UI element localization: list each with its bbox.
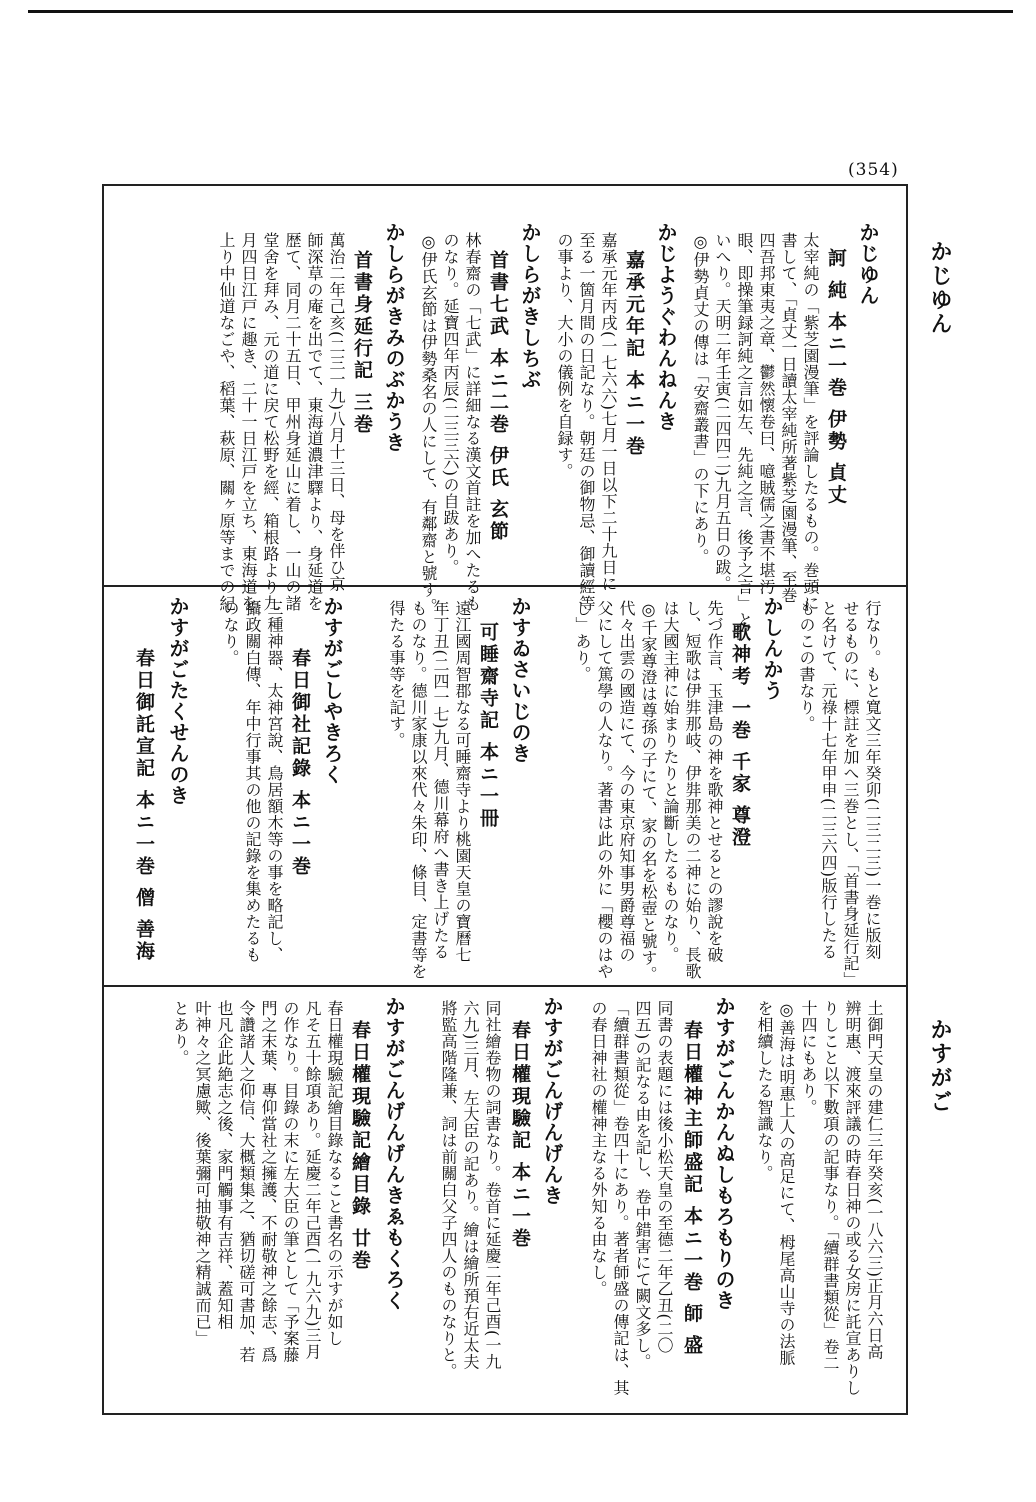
entry-title: 春日御託宣記 本ニ一巻 僧 善海 (133, 648, 155, 963)
entry-reading: かすがごしやきろく (320, 596, 344, 785)
entry-title: 嘉承元年記 本ニ一巻 (623, 250, 645, 458)
entry-reading: かじゆん (856, 222, 880, 306)
text-column: ◎千家尊澄は尊孫の子にて、家の名を松壺と號す。 (639, 600, 658, 983)
text-column: を相續したる智識なり。 (755, 1000, 774, 1182)
entry-title: 首書七武 本ニ二巻 伊氏 玄節 (487, 250, 509, 543)
text-column: 上り中仙道なごや、稻葉、萩原、關ヶ原等までの紀 (217, 232, 236, 612)
entry-reading: かじようぐわんねんき (654, 222, 678, 432)
text-column: ものこの書なり。 (797, 600, 816, 732)
entry-reading: かすがごんげんげんき (540, 996, 564, 1206)
text-column: 叶神々之冥慮歟、後葉彌可抽敬神之精誠而已」 (193, 1000, 212, 1347)
text-column: 嘉承元年丙戌(一七六六)七月一日以下二十九日に (599, 232, 618, 592)
text-column: 春日權現驗記繪目錄なること書名の示すが如し (325, 1000, 344, 1347)
text-column: とあり。 (171, 1000, 190, 1066)
text-column: 同書の表題には後小松天皇の至德二年乙丑(二〇 (655, 1000, 674, 1354)
entry-title: 首書身延行記 三巻 (351, 250, 373, 436)
top-rule (28, 10, 1013, 13)
text-column: し」あり。 (573, 600, 592, 683)
text-column: の作なり。目錄の末に左大臣の筆として「予案藤 (281, 1000, 300, 1363)
text-column: と名けて、元祿十七年甲申(二三六四)版行したる (819, 600, 838, 960)
text-column: 六九)三月、左大臣の記あり。繪は繪所預右近太夫 (461, 1000, 480, 1370)
text-column: 師深草の庵を出でて、東海道濃津驛より、身延道を (305, 232, 324, 612)
text-column: 行なり。もと寬文三年癸卯(二三二三)一巻に版刻 (863, 600, 882, 960)
text-column: ◎伊氏玄節は伊勢桑名の人にして、有鄰齋と號す。 (419, 232, 438, 615)
text-column: 「續群書類從」卷四十にあり。著者師盛の傳記は、其 (611, 1000, 630, 1396)
text-column: 三種神器、太神宮說、鳥居額木等の事を略記し、 (265, 600, 284, 963)
running-head-right: かじゆん (927, 240, 953, 336)
entry-reading: かしらがきみのぶかうき (382, 222, 406, 453)
text-column: 遠江國周智郡なる可睡齋寺より桃園天皇の寶曆七 (453, 600, 472, 963)
text-column: 四五)の記なる由を記し、卷中錯害にて闕文多し。 (633, 1000, 652, 1370)
text-column: 至る一箇月間の日記なり。朝廷の御物忌、御讀經等 (577, 232, 596, 612)
text-column: 年丁丑(二四一七)九月、德川幕府へ書き上げたる (431, 600, 450, 960)
text-column: 林春齋の「七武」に詳細なる漢文首註を加へたるも (463, 232, 482, 612)
text-column: 父にして篤學の人なり。著書は此の外に「櫻のはや (595, 600, 614, 980)
text-column: の事より、大小の儀例を自録す。 (555, 232, 574, 480)
text-column: 十四にもあり。 (799, 1000, 818, 1116)
entry-title: 訶 純 本ニ一巻 伊勢 貞丈 (825, 248, 847, 507)
entry-reading: かすゐさいじのき (508, 596, 532, 764)
text-column: 書して、「貞丈一日讀太宰純所著紫芝園漫筆、至巻 (779, 232, 798, 604)
text-column: 也凡企此絶志之後、家門觸事有吉祥、蓋知相 (215, 1000, 234, 1330)
entry-reading: かすがごたくせんのき (166, 596, 190, 806)
section-divider-2 (102, 985, 908, 987)
text-column: 辨明惠、渡來評議の時春日神の或る女房に託宣ありし (843, 1000, 862, 1396)
text-column: 堂舍を拜み、元の道に戻て松野を經、箱根路より九 (261, 232, 280, 612)
running-head-left: かすがご (927, 1018, 953, 1114)
text-column: ◎伊勢貞丈の傳は「安齋叢書」の下にあり。 (691, 232, 710, 565)
text-column: 攝政關白傳、年中行事其の他の記錄を集めたるも (243, 600, 262, 963)
entry-reading: かしんかう (760, 596, 784, 701)
text-column: 土御門天皇の建仁三年癸亥(一八六三)正月六日高 (865, 1000, 884, 1360)
text-column: のなり。 (221, 600, 240, 666)
text-column: 歴て、同月二十五日、甲州身延山に着し、一山の諸 (283, 232, 302, 612)
text-column: のなり。延寶四年丙辰(二三三六)の自跋あり。 (441, 232, 460, 576)
entry-title: 春日權現驗記 本ニ一巻 (509, 1020, 531, 1250)
text-column: いへり。天明二年壬寅(二四四二)九月五日の跋。 (713, 232, 732, 592)
text-column: ものなり。德川家康以來代々朱印、條目、定書等を (409, 600, 428, 980)
text-column: 眼、即操筆録訶純之言如左、先純之言、後予之言」と (735, 232, 754, 628)
text-column: せるものに、標註を加へ三巻とし、「首書身延行記」 (841, 600, 860, 988)
entry-title: 春日權現驗記繪目錄 廿巻 (349, 1020, 371, 1272)
text-column: 先づ作言、玉津島の神を歌神とせるとの謬說を破 (705, 600, 724, 963)
text-column: 代々出雲の國造にて、今の東京府知事男爵尊福の (617, 600, 636, 963)
page-number: (354) (848, 160, 899, 180)
text-column: 太宰純の「紫芝園漫筆」を評論したるもの。巻頭に (801, 232, 820, 612)
entry-title: 春日權神主師盛記 本ニ一巻 師 盛 (681, 1020, 703, 1357)
text-column: 凡そ五十餘項あり。延慶二年己酉(一九六九)三月 (303, 1000, 322, 1360)
text-column: 得たる事等を記す。 (387, 600, 406, 749)
text-column: し、短歌は伊弉那岐、伊弉那美の二神に始り、長歌 (683, 600, 702, 980)
text-column: りしこと以下數項の記事なり。「續群書類從」卷二 (821, 1000, 840, 1372)
text-column: 同社繪卷物の詞書なり。卷首に延慶二年己酉(一九 (483, 1000, 502, 1370)
text-column: ◎善海は明惠上人の高足にて、栂尾高山寺の法脈 (777, 1000, 796, 1366)
text-column: 月四日江戸に趣き、二十一日江戸を立ち、東海道を (239, 232, 258, 612)
entry-reading: かしらがきしちぶ (518, 222, 542, 390)
text-column: の春日神社の權神主なる外知る由なし。 (589, 1000, 608, 1297)
entry-reading: かすがごんげんげんきゑもくろく (382, 996, 406, 1311)
text-column: 令讚諸人之仰信、大概類集之、猶切磋可書加、若 (237, 1000, 256, 1363)
text-column: 門之末葉、專仰當社之擁護、不耐敬神之餘志、爲 (259, 1000, 278, 1363)
text-column: は大國主神に始まりたりと論斷したるものなり。 (661, 600, 680, 963)
text-column: 將監高階隆兼、詞は前關白父子四人のものなりと。 (439, 1000, 458, 1380)
entry-title: 春日御社記錄 本ニ一巻 (289, 648, 311, 878)
entry-title: 歌神考 一巻 千家 尊澄 (729, 622, 751, 849)
entry-reading: かすがごんかんぬしもろもりのき (712, 996, 736, 1311)
text-column: 萬治二年己亥(二三一九)八月十三日、母を伴ひ京 (327, 232, 346, 592)
entry-title: 可睡齋寺記 本ニ一冊 (477, 622, 499, 830)
text-column: 四吾邦東夷之章、鬱然懷卷曰、噫賊儒之書不堪汚 (757, 232, 776, 595)
